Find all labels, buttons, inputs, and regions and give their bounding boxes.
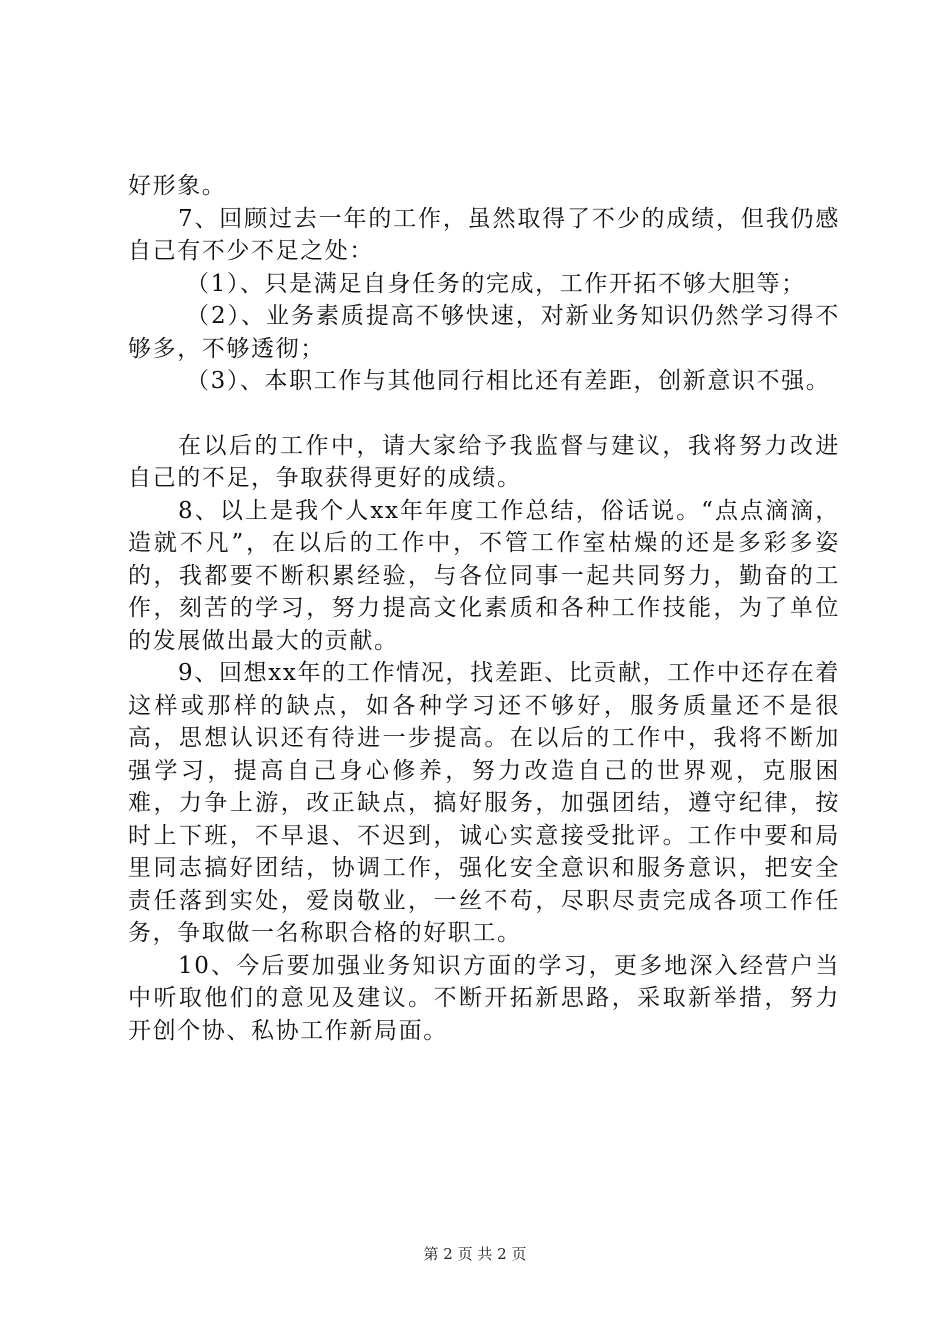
paragraph-subitem-3: （3）、本职工作与其他同行相比还有差距，创新意识不强。: [186, 368, 831, 394]
paragraph-future-work: 在以后的工作中，请大家给予我监督与建议，我将努力改进自己的不足，争取获得更好的成绩。: [128, 432, 840, 491]
paragraph-subitem-1: （1）、只是满足自身任务的完成，工作开拓不够大胆等；: [186, 270, 806, 297]
document-body: [128, 170, 840, 1047]
paragraph-item-7: 7、回顾过去一年的工作，虽然取得了不少的成绩，但我仍感自己有不少不足之处：: [128, 205, 840, 264]
paragraph-subitem-2: （2）、业务素质提高不够快速，对新业务知识仍然学习得不够多，不够透彻；: [128, 303, 840, 362]
paragraph-continuation: 好形象。: [128, 173, 227, 199]
paragraph-item-8: 8、以上是我个人xx年年度工作总结，俗话说。“点点滴滴，造就不凡”，在以后的工作中，不管工作室枯燥的还是多彩多姿的，我都要不断积累经验，与各位同事一起共同努力，勤奋的工作，刻苦的学习，努力提高文化素质和各种工作技能，为了单位的发展做出最大的贡献。: [128, 497, 840, 654]
paragraph-item-10: 10、今后要加强业务知识方面的学习，更多地深入经营户当中听取他们的意见及建议。不断开拓新思路，采取新举措，努力开创个协、私协工作新局面。: [128, 952, 840, 1044]
page-number-footer: 第 2 页 共 2 页: [423, 1245, 527, 1263]
paragraph-item-9: 9、回想xx年的工作情况，找差距、比贡献，工作中还存在着这样或那样的缺点，如各种学习还不够好，服务质量还不是很高，思想认识还有待进一步提高。在以后的工作中，我将不断加强学习，提高自己身心修养，努力改造自己的世界观，克服困难，力争上游，改正缺点，搞好服务，加强团结，遵守纪律，按时上下班，不早退、不迟到，诚心实意接受批评。工作中要和局里同志搞好团结，协调工作，强化安全意识和服务意识，把安全责任落到实处，爱岗敬业，一丝不苟，尽职尽责完成各项工作任务，争取做一名称职合格的好职工。: [128, 660, 840, 946]
